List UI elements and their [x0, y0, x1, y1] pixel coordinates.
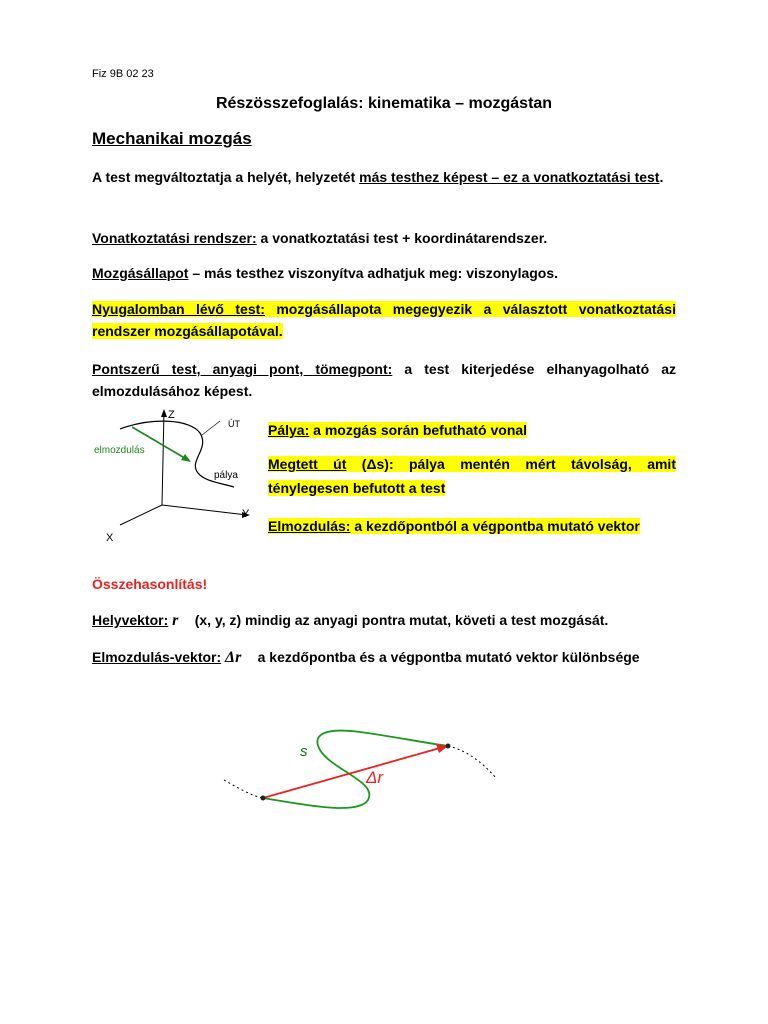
start-point [261, 796, 266, 801]
end-point [446, 744, 451, 749]
palya-text: a mozgás során befutható vonal [309, 422, 528, 438]
paragraph-rest [92, 298, 676, 342]
paragraph-state-of-motion [92, 262, 676, 284]
compare-heading [92, 573, 676, 595]
z-label: Z [168, 409, 175, 421]
z-arrowhead [161, 409, 167, 417]
s-label: s [300, 743, 308, 760]
y-axis [162, 505, 247, 515]
p2-text: a vonatkoztatási test + koordinátarendszer. [256, 230, 548, 246]
p1-text: A test megváltoztatja a helyét, helyzetét [92, 169, 360, 185]
section-heading [92, 129, 252, 149]
p4-text: mozgásállapota megegyezik a választott vonatkoztatási rendszer mozgásállapotával. [92, 301, 676, 339]
p5-text: a test kiterjedése elhanyagolható az elmozdulásához képest. [92, 361, 676, 399]
p1-end: . [659, 169, 664, 185]
compare-text: Összehasonlítás! [92, 576, 208, 592]
elm-term: Elmozdulás: [268, 518, 351, 534]
delta-r-label: Δr [366, 768, 384, 787]
palya-term: Pálya: [268, 422, 310, 438]
elmozdulas-label: elmozdulás [94, 445, 145, 456]
ut-term: Megtett út [268, 456, 347, 472]
paragraph-point-mass [92, 358, 676, 402]
p3-term: Mozgásállapot [92, 265, 189, 281]
page-title: Részösszefoglalás: kinematika – mozgástan [215, 95, 553, 112]
paragraph-displacement-vector [92, 646, 676, 669]
ut-text: (Δs): pálya mentén mért távolság, amit ténylegesen befutott a test [268, 456, 676, 496]
delta-r-vector-symbol: Δr⃗ [225, 649, 254, 666]
p2-term: Vonatkoztatási rendszer: [92, 230, 257, 246]
elmvektor-text: a kezdőpontba és a végpontba mutató vektor különbsége [257, 649, 640, 665]
document-id: Fiz 9B 02 23 [92, 68, 154, 80]
paragraph-motion-definition [92, 166, 676, 188]
ut-label: ÚT [228, 419, 240, 429]
section-heading-text: Mechanikai mozgás [92, 129, 252, 148]
p3-text: – más testhez viszonyítva adhatjuk meg: viszonylagos. [188, 265, 559, 281]
displacement-arrowhead [181, 454, 191, 462]
helyvektor-text: (x, y, z) mindig az anyagi pontra mutat, követi a test mozgását. [194, 612, 609, 628]
x-label: X [106, 532, 114, 544]
r-vector-symbol: r⃗ [172, 612, 191, 629]
p1-underlined: más testhez képest – ez a vonatkoztatási test [359, 169, 660, 185]
delta-r-arrow [263, 748, 440, 798]
p5-term: Pontszerű test, anyagi pont, tömegpont: [92, 361, 393, 377]
paragraph-position-vector [92, 609, 676, 632]
ut-leader [202, 421, 220, 435]
start-dashed-extension [224, 780, 263, 798]
trajectory-figure [92, 405, 264, 545]
p4-term: Nyugalomban lévő test: [92, 301, 265, 317]
paragraph-reference-system [92, 227, 676, 249]
end-dashed-extension [448, 746, 496, 778]
definition-displacement [268, 514, 676, 538]
displacement-figure [220, 720, 510, 830]
y-label: Y [242, 508, 250, 520]
z-axis [162, 411, 164, 505]
helyvektor-term: Helyvektor: [92, 612, 169, 628]
definition-path [268, 418, 676, 442]
elmvektor-term: Elmozdulás-vektor: [92, 649, 222, 665]
path-s-curve [263, 731, 448, 808]
elm-text: a kezdőpontból a végpontba mutató vektor [350, 518, 640, 534]
definition-distance [268, 452, 676, 500]
palya-label: pálya [214, 470, 238, 481]
x-axis [120, 505, 162, 525]
